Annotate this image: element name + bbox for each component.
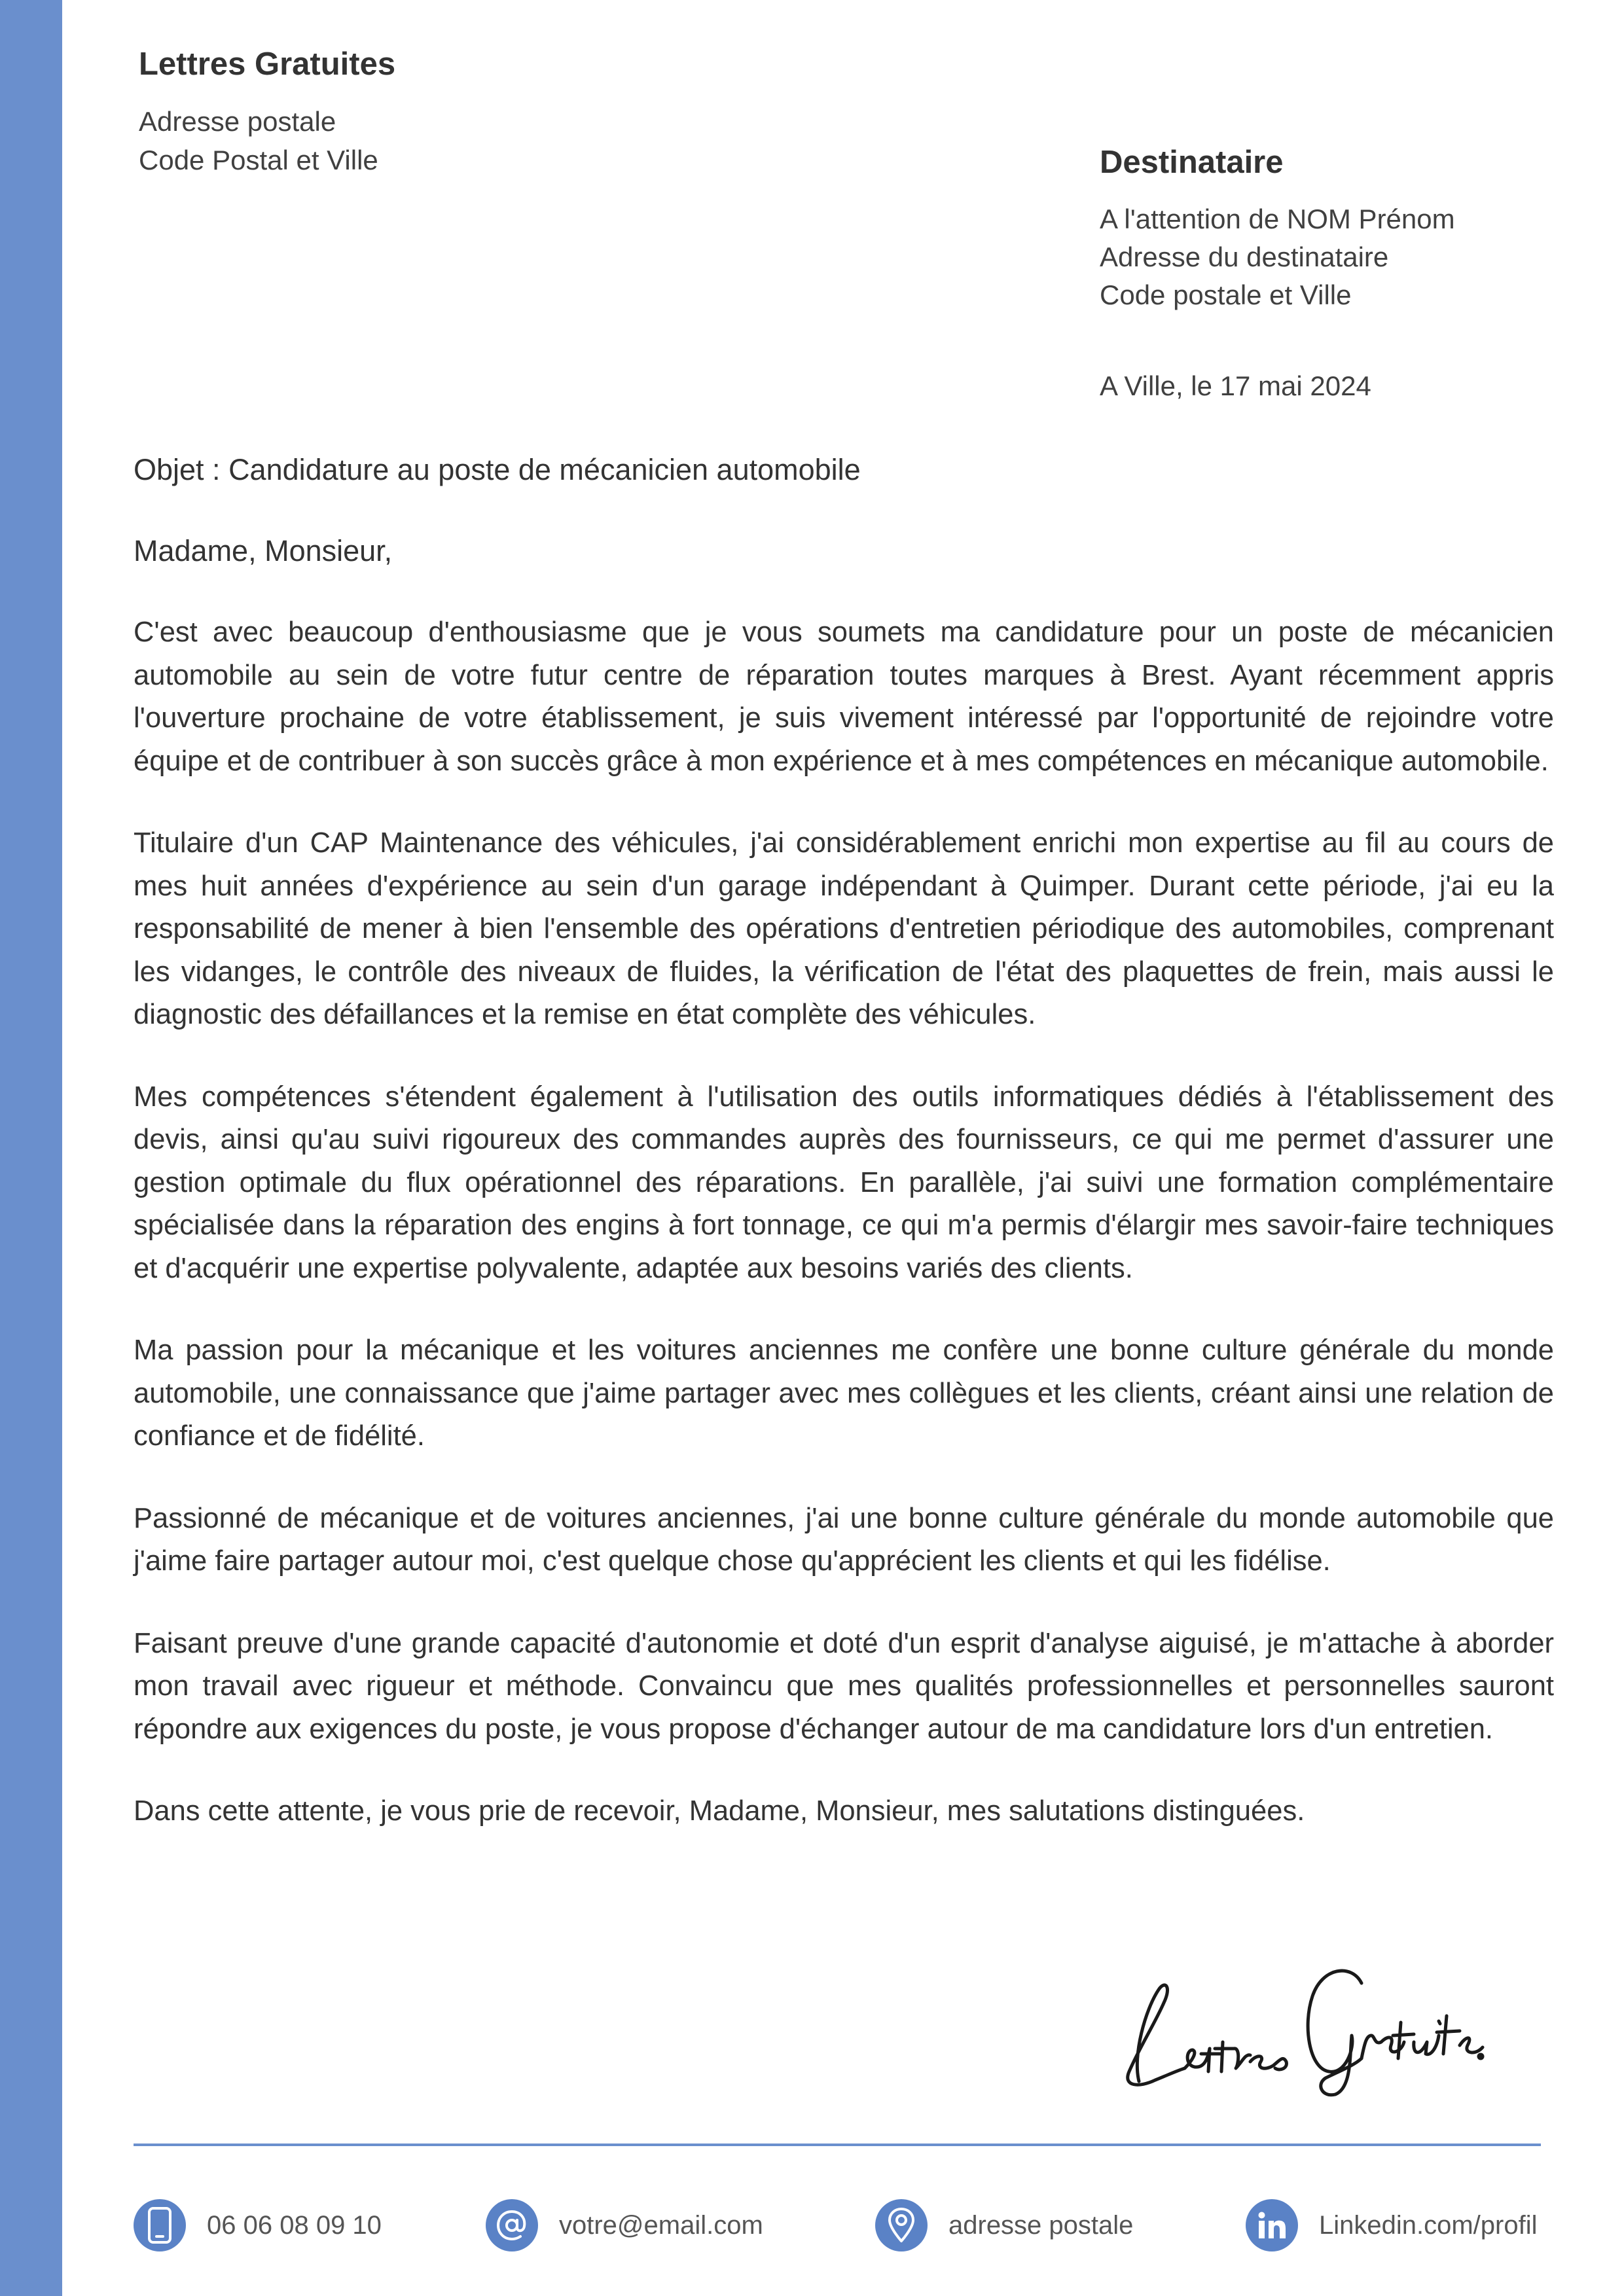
letter-body xyxy=(134,611,1554,1873)
contact-email xyxy=(486,2199,763,2251)
body-paragraph: Mes compétences s'étendent également à l'utilisation des outils informatiques dédiés à l'établissement des devis, ainsi qu'au suivi rigoureux des commandes auprès des fournisseurs, ce qui me permet d'assurer une gestion optimale du flux opérationnel des réparations. En parallèle, j'ai suivi une formation complémentaire spécialisée dans la réparation des engins à fort tonnage, ce qui m'a permis d'élargir mes savoir-faire techniques et d'acquérir une expertise polyvalente, adaptée aux besoins variés des clients. xyxy=(134,1081,1554,1284)
sender-address-line: Adresse postale xyxy=(139,106,336,137)
recipient-address-line: Adresse du destinataire xyxy=(1100,242,1389,272)
postal-address: adresse postale xyxy=(948,2210,1134,2240)
footer-divider xyxy=(134,2144,1541,2146)
contact-linkedin xyxy=(1246,2199,1538,2251)
email-address: votre@email.com xyxy=(559,2210,763,2240)
body-paragraph: Faisant preuve d'une grande capacité d'autonomie et doté d'un esprit d'analyse aiguisé, je m'attache à aborder mon travail avec rigueur et méthode. Convaincu que mes qualités professionnelles et personnelles sauront répondre aux exigences du poste, je vous propose d'échanger autour de ma candidature lors d'un entretien. xyxy=(134,1627,1554,1745)
body-paragraph: Passionné de mécanique et de voitures anciennes, j'ai une bonne culture générale du monde automobile que j'aime faire partager autour moi, c'est quelque chose qu'apprécient les clients et qui les fidélise. xyxy=(134,1502,1554,1577)
letter-subject: Objet : Candidature au poste de mécanicien automobile xyxy=(134,453,861,486)
recipient-block xyxy=(1100,144,1455,314)
left-accent-bar xyxy=(0,0,62,2296)
location-pin-icon xyxy=(875,2199,928,2251)
at-icon xyxy=(486,2199,538,2251)
body-paragraph: Titulaire d'un CAP Maintenance des véhicules, j'ai considérablement enrichi mon expertise au fil au cours de mes huit années d'expérience au sein d'un garage indépendant à Quimper. Durant cette période, j'ai eu la responsabilité de mener à bien l'ensemble des opérations d'entretien périodique des automobiles, comprenant les vidanges, le contrôle des niveaux de fluides, la vérification de l'état des plaquettes de frein, mais aussi le diagnostic des défaillances et la remise en état complète des véhicules. xyxy=(134,827,1554,1030)
recipient-title: Destinataire xyxy=(1100,145,1284,180)
linkedin-icon xyxy=(1246,2199,1298,2251)
phone-number: 06 06 08 09 10 xyxy=(207,2210,382,2240)
linkedin-url: Linkedin.com/profil xyxy=(1319,2210,1538,2240)
letter-salutation: Madame, Monsieur, xyxy=(134,534,393,567)
letter-date: A Ville, le 17 mai 2024 xyxy=(1100,370,1371,401)
sender-name: Lettres Gratuites xyxy=(139,46,396,82)
body-paragraph: C'est avec beaucoup d'enthousiasme que je vous soumets ma candidature pour un poste de mécanicien automobile au sein de votre futur centre de réparation toutes marques à Brest. Ayant récemment appris l'ouverture prochaine de votre établissement, je suis vivement intéressé par l'opportunité de rejoindre votre équipe et de contribuer à son succès grâce à mon expérience et à mes compétences en mécanique automobile. xyxy=(134,617,1554,777)
recipient-city-line: Code postale et Ville xyxy=(1100,279,1352,310)
recipient-attention-line: A l'attention de NOM Prénom xyxy=(1100,204,1455,234)
sender-block xyxy=(139,46,395,179)
sender-city-line: Code Postal et Ville xyxy=(139,145,378,175)
phone-icon xyxy=(134,2199,186,2251)
closing-paragraph: Dans cette attente, je vous prie de recevoir, Madame, Monsieur, mes salutations distinguées. xyxy=(134,1795,1305,1827)
contact-address xyxy=(875,2199,1133,2251)
body-paragraph: Ma passion pour la mécanique et les voitures anciennes me confère une bonne culture générale du monde automobile, une connaissance que j'aime partager avec mes collègues et les clients, créant ainsi une relation de confiance et de fidélité. xyxy=(134,1335,1554,1452)
handwritten-signature xyxy=(1093,1937,1486,2101)
contact-phone xyxy=(134,2199,382,2251)
